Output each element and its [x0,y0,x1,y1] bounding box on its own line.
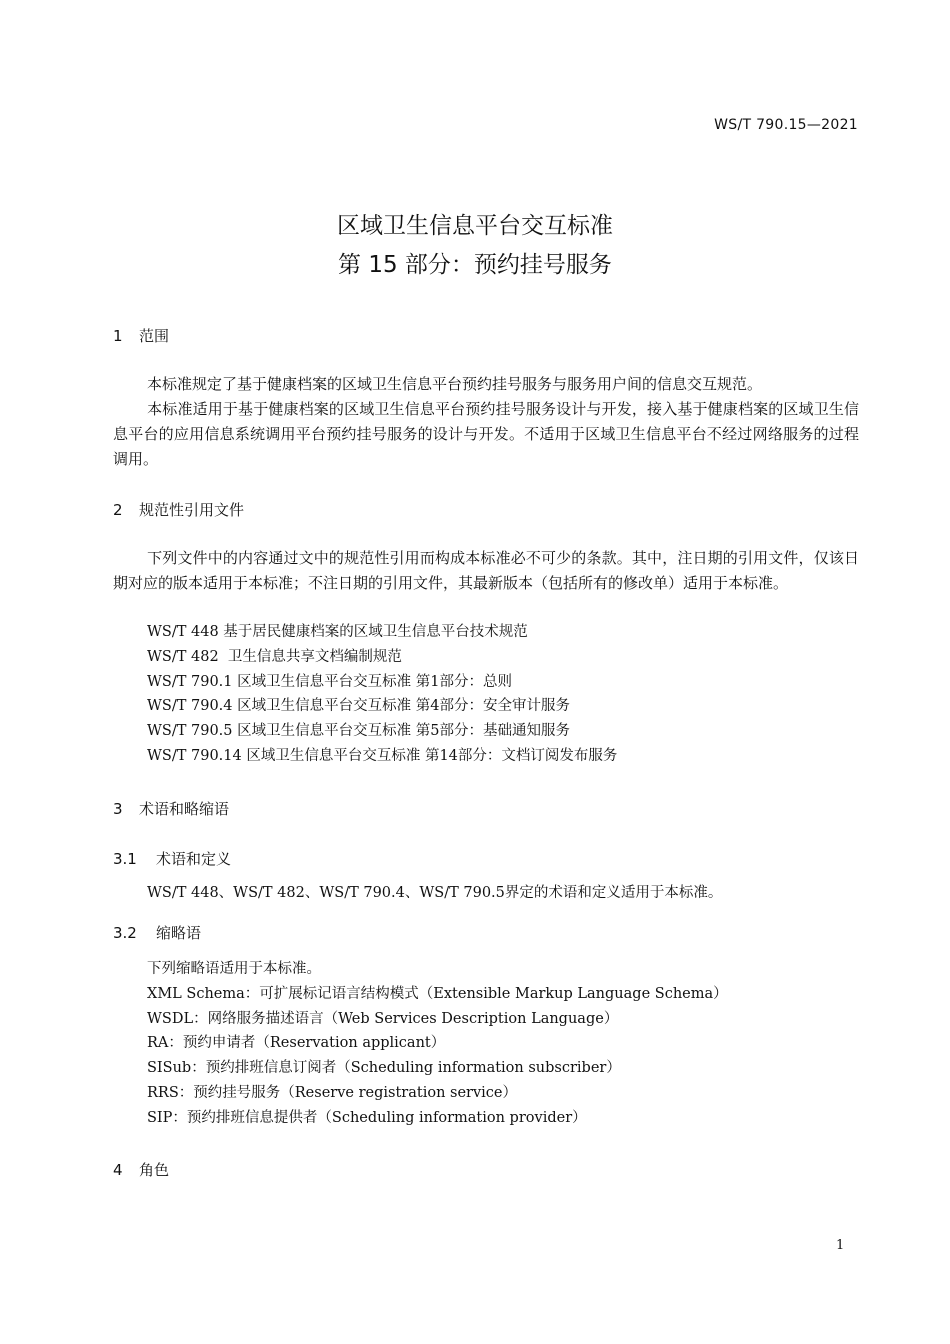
section-number: 1 [113,327,123,345]
reference-item: WS/T 790.14 区域卫生信息平台交互标准 第14部分：文档订阅发布服务 [147,747,618,764]
section-number: 2 [113,501,123,519]
paragraph-text: 下列文件中的内容通过文中的规范性引用而构成本标准必不可少的条款。其中，注日期的引用文件，仅该日期对应的版本适用于本标准；不注日期的引用文件，其最新版本（包括所有的修改单）适用于本标准。 [113,549,859,592]
abbreviations-list [147,957,728,1131]
section-number: 3.1 [113,850,137,868]
paragraph-text: WS/T 448、WS/T 482、WS/T 790.4、WS/T 790.5界定的术语和定义适用于本标准。 [147,885,723,901]
section-title: 规范性引用文件 [139,501,245,519]
section-title: 术语和定义 [156,850,232,868]
document-code: WS/T 790.15—2021 [714,117,858,133]
title-line-1: 区域卫生信息平台交互标准 [337,213,613,239]
abbreviations-intro: 下列缩略语适用于本标准。 [147,961,321,977]
section-title: 角色 [139,1161,170,1179]
page-number: 1 [836,1238,845,1253]
section-2-heading [113,499,244,520]
section-4-heading [113,1159,169,1180]
section-title: 范围 [139,327,170,345]
section-title: 缩略语 [156,924,202,942]
section-1-paragraph-2 [113,397,859,472]
abbreviation-item: SIP：预约排班信息提供者（Scheduling information provider） [147,1109,587,1126]
abbreviation-item: RRS：预约挂号服务（Reserve registration service） [147,1084,518,1101]
abbreviation-item: XML Schema：可扩展标记语言结构模式（Extensible Markup Language Schema） [147,985,728,1002]
reference-item: WS/T 790.5 区域卫生信息平台交互标准 第5部分：基础通知服务 [147,723,570,740]
section-1-paragraph-1 [113,372,859,397]
section-3-2-heading [113,922,201,943]
section-3-1-heading [113,848,231,869]
section-number: 3.2 [113,924,137,942]
abbreviation-item: WSDL：网络服务描述语言（Web Services Description Language） [147,1010,619,1027]
section-1-heading [113,325,169,346]
title-line-2: 第 15 部分：预约挂号服务 [338,252,612,278]
abbreviation-item: RA：预约申请者（Reservation applicant） [147,1035,446,1052]
abbreviation-item: SISub：预约排班信息订阅者（Scheduling information subscriber） [147,1060,621,1077]
section-3-1-text [147,881,722,906]
normative-references-list [147,620,617,769]
section-number: 3 [113,800,123,818]
reference-item: WS/T 482 卫生信息共享文档编制规范 [147,648,402,665]
reference-item: WS/T 790.1 区域卫生信息平台交互标准 第1部分：总则 [147,673,512,690]
paragraph-text: 本标准适用于基于健康档案的区域卫生信息平台预约挂号服务设计与开发，接入基于健康档案的区域卫生信息平台的应用信息系统调用平台预约挂号服务的设计与开发。不适用于区域卫生信息平台不经过网络服务的过程调用。 [113,400,859,468]
reference-item: WS/T 790.4 区域卫生信息平台交互标准 第4部分：安全审计服务 [147,698,570,715]
section-3-heading [113,798,229,819]
reference-item: WS/T 448 基于居民健康档案的区域卫生信息平台技术规范 [147,624,528,640]
section-title: 术语和略缩语 [139,800,230,818]
section-number: 4 [113,1161,123,1179]
section-2-intro [113,546,859,596]
paragraph-text: 本标准规定了基于健康档案的区域卫生信息平台预约挂号服务与服务用户间的信息交互规范。 [147,375,763,393]
